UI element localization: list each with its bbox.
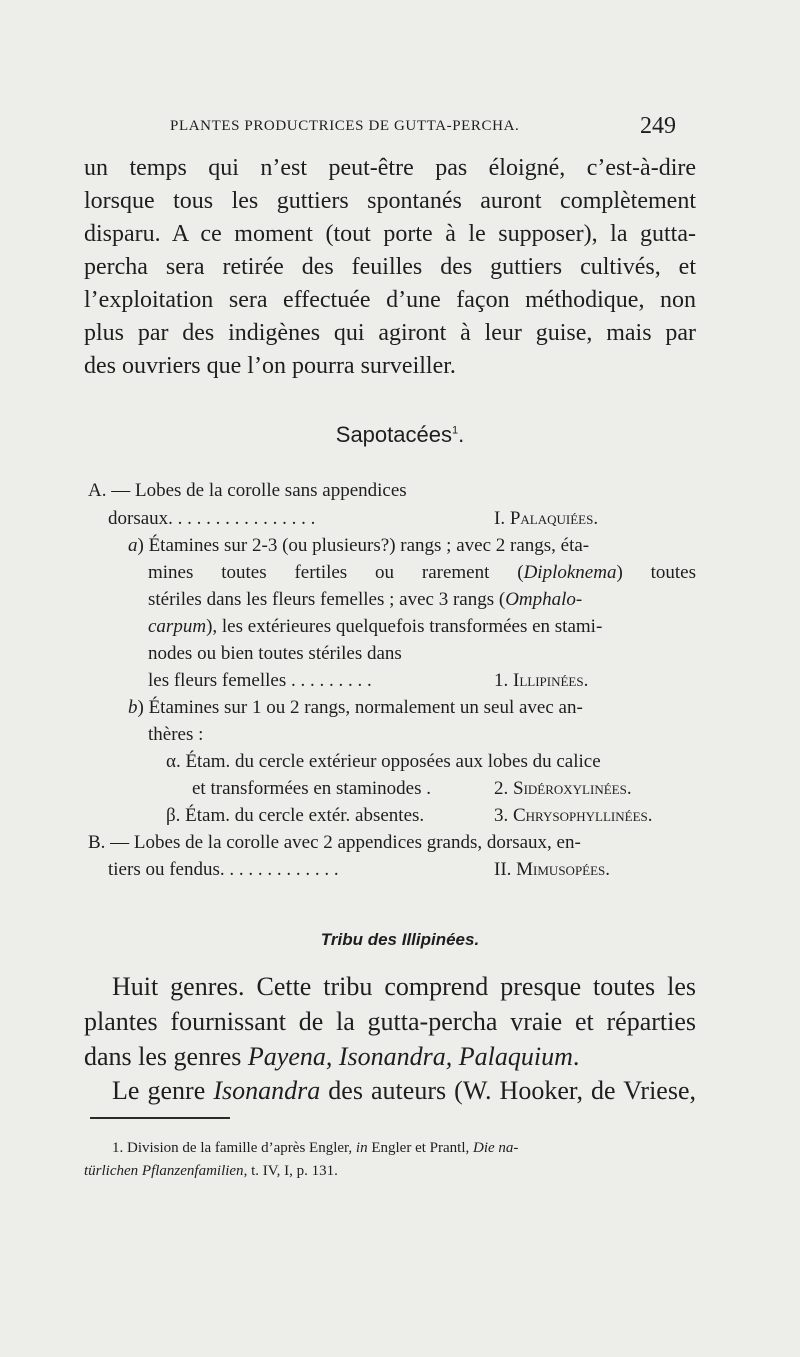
key-line-ab xyxy=(128,697,583,719)
key-text: ) toutes xyxy=(616,562,697,583)
key-letter: b xyxy=(128,697,138,718)
key-group-illipinees: 1. Illipinées. xyxy=(494,670,589,691)
page-number: 249 xyxy=(640,113,676,139)
paragraph-line: plantes fournissant de la gutta-percha vraie et réparties xyxy=(84,1007,696,1036)
genus-names: Payena, Isonandra, Palaquium xyxy=(247,1042,573,1071)
key-line-aa xyxy=(128,535,589,557)
key-line-ab-2: thères : xyxy=(148,724,204,745)
paragraph-line: plus par des indigènes qui agiront à leur guise, mais par xyxy=(84,320,696,346)
key-text: ) Étamines sur 1 ou 2 rangs, normalement un seul avec an- xyxy=(137,697,583,718)
key-group-sideroxylinees: 2. Sidéroxylinées. xyxy=(494,778,632,799)
key-line-aa-4 xyxy=(148,616,602,638)
key-line-aa-2 xyxy=(148,562,696,584)
key-line-aa-3 xyxy=(148,589,582,611)
paragraph-line xyxy=(112,1076,696,1106)
key-text: dorsaux xyxy=(108,508,169,529)
key-line-b: B. — Lobes de la corolle avec 2 appendices grands, dorsaux, en- xyxy=(88,832,581,853)
key-text: ), les extérieures quelquefois transformées en stami- xyxy=(206,616,603,637)
key-line-b-2 xyxy=(108,859,339,881)
genus-name: Isonandra xyxy=(213,1076,321,1105)
footnote-line xyxy=(112,1140,518,1157)
key-line-a: A. — Lobes de la corolle sans appendices xyxy=(88,480,407,501)
paragraph-line xyxy=(84,1042,579,1072)
footnote-title: Die na- xyxy=(472,1140,519,1156)
genus-name: Diploknema xyxy=(523,562,617,583)
genus-name: Omphalo- xyxy=(505,589,583,610)
key-line-a-dorsaux xyxy=(108,508,315,530)
body-text: Le genre xyxy=(112,1076,214,1105)
footnote-text: , t. IV, I, p. 131. xyxy=(243,1163,338,1179)
leader-dots: . . . . . . . . . . . . . xyxy=(219,859,339,880)
paragraph-line: percha sera retirée des feuilles des guttiers cultivés, et xyxy=(84,254,696,280)
paragraph-line: lorsque tous les guttiers spontanés auront complètement xyxy=(84,188,696,214)
footnote-title: türlichen Pflanzenfamilien xyxy=(84,1163,244,1179)
key-text: stériles dans les fleurs femelles ; avec 3 rangs ( xyxy=(148,589,506,610)
key-group-chrysophyllinees: 3. Chrysophyllinées. xyxy=(494,805,653,826)
leader-dots: . . . . . . . . . . . . . . . . xyxy=(168,508,316,529)
paragraph-line: l’exploitation sera effectuée d’une façon méthodique, non xyxy=(84,287,696,313)
paragraph-line: disparu. A ce moment (tout porte à le supposer), la gutta- xyxy=(84,221,696,247)
key-line-aa-5: nodes ou bien toutes stériles dans xyxy=(148,643,402,664)
heading-period: . xyxy=(458,422,465,447)
footnote-text: Division de la famille d’après Engler, xyxy=(127,1140,356,1156)
key-letter: a xyxy=(128,535,138,556)
tribe-heading: Tribu des Illipinées. xyxy=(320,930,480,949)
paragraph-line: des ouvriers que l’on pourra surveiller. xyxy=(84,353,456,379)
footnote-text: Engler et Prantl, xyxy=(367,1140,473,1156)
key-group-mimusopees: II. Mimusopées. xyxy=(494,859,611,880)
body-text: . xyxy=(572,1042,580,1071)
footnote-rule xyxy=(90,1117,230,1119)
key-group-palaquiees: I. Palaquiées. xyxy=(494,508,599,529)
leader-dots: . . . . . . . . . xyxy=(290,670,372,691)
footnote-marker: 1 xyxy=(451,424,459,437)
key-text: les fleurs femelles xyxy=(148,670,287,691)
key-line-alpha-2: et transformées en staminodes . xyxy=(192,778,432,799)
key-line-alpha: α. Étam. du cercle extérieur opposées aux lobes du calice xyxy=(166,751,601,772)
body-text: dans les genres xyxy=(84,1042,248,1071)
key-line-beta: β. Étam. du cercle extér. absentes. xyxy=(166,805,425,826)
section-heading-text: Sapotacées xyxy=(335,422,452,447)
key-text: mines toutes fertiles ou rarement ( xyxy=(148,562,524,583)
running-title: PLANTES PRODUCTRICES DE GUTTA-PERCHA. xyxy=(170,118,520,134)
key-line-aa-6 xyxy=(148,670,372,692)
paragraph-line: Huit genres. Cette tribu comprend presque toutes les xyxy=(112,972,696,1001)
section-heading xyxy=(0,422,800,448)
footnote-number: 1. xyxy=(112,1140,124,1156)
key-text: tiers ou fendus xyxy=(108,859,220,880)
footnote-in: in xyxy=(355,1140,368,1156)
genus-name: carpum xyxy=(148,616,207,637)
footnote-line xyxy=(84,1163,338,1180)
key-text: ) Étamines sur 2-3 (ou plusieurs?) rangs ; avec 2 rangs, éta- xyxy=(137,535,590,556)
body-text: des auteurs (W. Hooker, de Vriese, xyxy=(320,1076,696,1105)
paragraph-line: un temps qui n’est peut-être pas éloigné, c’est-à-dire xyxy=(84,155,696,181)
